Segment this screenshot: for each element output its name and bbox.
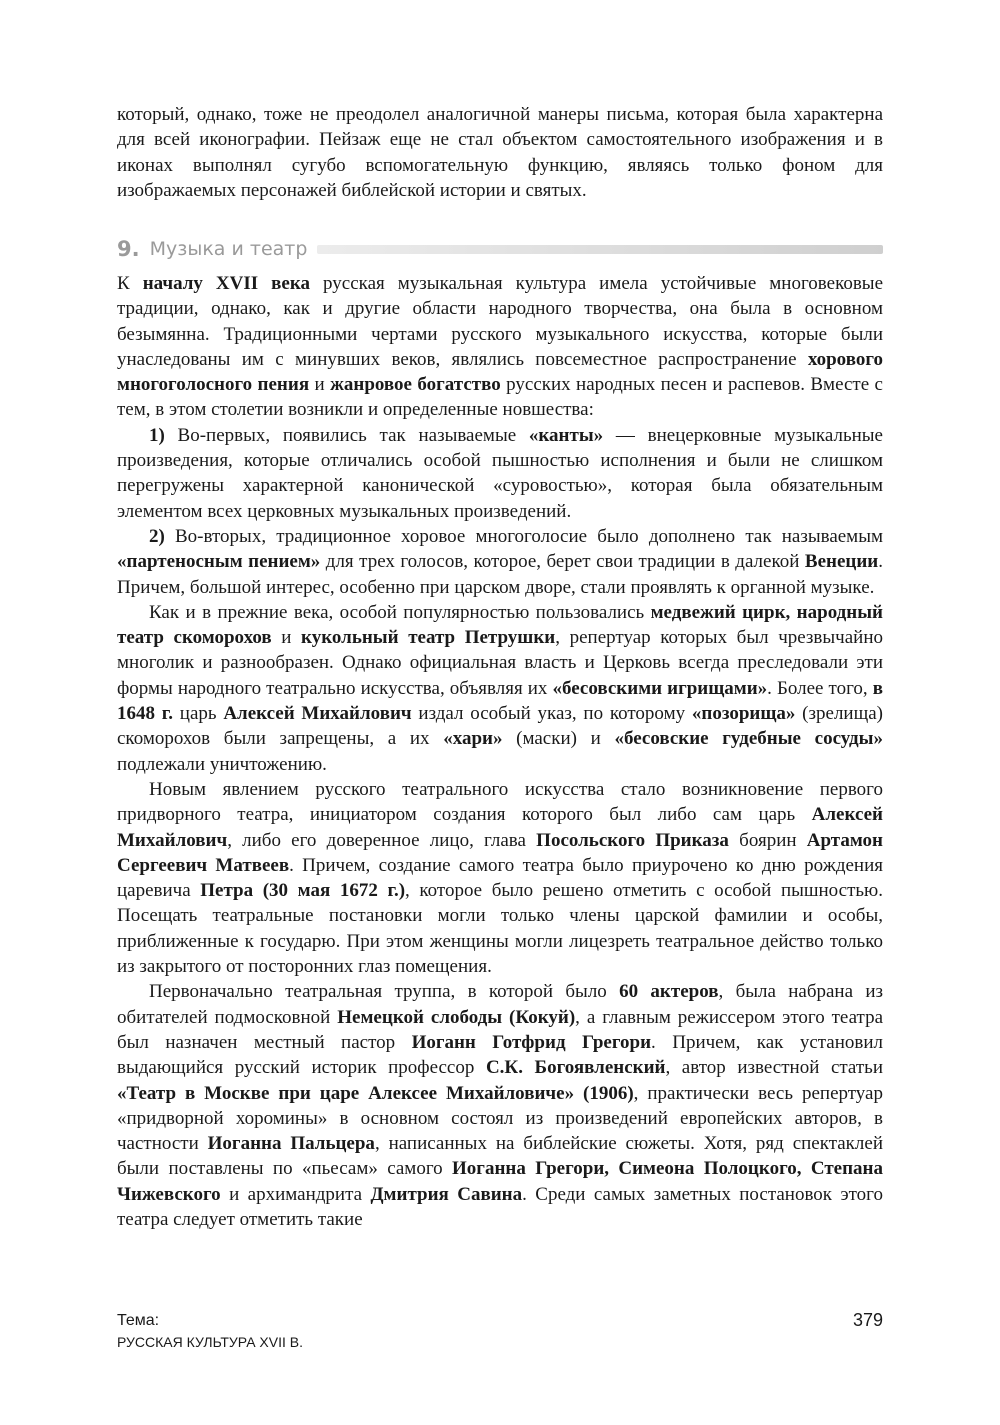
heading-rule: [317, 245, 883, 254]
text-run: царь: [173, 703, 224, 725]
text-run: , написанных на библейские сюжеты. Хотя, ряд спектаклей были поставлены по «пьесам» самого: [117, 1133, 883, 1180]
body-paragraph: [117, 271, 883, 423]
text-run: , а главным режиссером этого театра был назначен местный пастор: [117, 1006, 883, 1053]
section-title: Музыка и театр: [149, 238, 308, 260]
bold-term: в 1648 г.: [117, 677, 884, 725]
footer-label: Тема:: [117, 1312, 160, 1329]
bold-term: кукольный театр Петрушки: [301, 627, 556, 649]
text-run: . Более того,: [767, 677, 873, 699]
bold-term: Иоганна Грегори, Симеона Полоцкого, Степана Чижевского: [117, 1158, 883, 1205]
text-run: , репертуар которых был чрезвычайно многолик и разнообразен. Однако официальная власть и Церковь всегда преследовали эти формы народного театрально искусства, объявляя их: [117, 627, 883, 699]
text-run: Новым явлением русского театрального искусства стало возникновение первого придворного театра, инициатором создания которого был либо сам царь: [117, 778, 883, 826]
bold-term: Алексей Михайлович: [223, 703, 412, 725]
text-run: , была набрана из обитателей подмосковной: [117, 981, 884, 1028]
text-run: , автор известной статьи: [665, 1057, 883, 1079]
bold-term: Дмитрия Савина: [370, 1183, 523, 1205]
text-run: , которое было решено отметить с особой пышностью. Посещать театральные постановки могли только члены царской фамилии и особы, приближенные к государю. При этом женщины могли лицезреть театральное действо только из закрытого от посторонних глаз помещения.: [117, 880, 883, 978]
text-run: (зрелища) скоморохов были запрещены, а их: [117, 703, 883, 750]
text-run: Как и в прежние века, особой популярностью пользовались: [149, 601, 651, 623]
body-paragraph: [117, 600, 883, 777]
body-text: [117, 271, 883, 1232]
text-run: К: [117, 273, 143, 294]
bold-term: 60 актеров: [619, 981, 719, 1003]
text-run: и архимандрита: [220, 1183, 371, 1205]
text-run: и: [309, 374, 331, 396]
bold-term: Иоганн Готфрид Грегори: [411, 1031, 652, 1053]
text-run: . Среди самых заметных постановок этого театра следует отметить такие: [117, 1183, 883, 1230]
footer-topic: [117, 1310, 303, 1352]
bold-term: «канты»: [528, 424, 604, 446]
text-run: (маски) и: [502, 728, 615, 750]
bold-term: Алексей Михайлович: [117, 804, 883, 851]
footer-topic-name: РУССКАЯ КУЛЬТУРА XVII В.: [117, 1334, 303, 1350]
bold-term: хорового многоголосного пения: [117, 348, 883, 396]
text-run: Во-вторых, традиционное хоровое многоголосие было дополнено так называемым: [164, 525, 883, 547]
intro-block: [117, 102, 883, 203]
text-run: боярин: [728, 829, 807, 851]
bold-term: Петра (30 мая 1672 г.): [200, 880, 406, 902]
intro-paragraph: который, однако, тоже не преодолел аналогичной манеры письма, которая была характерна для всей иконографии. Пейзаж еще не стал объектом самостоятельного изображения и в иконах выполнял сугубо вспомогательную функцию, являясь только фоном для изображаемых персонажей библейской истории и святых.: [117, 104, 883, 201]
bold-term: «бесовские гудебные сосуды»: [614, 728, 884, 750]
text-run: для трех голосов, которое, берет свои традиции в далекой: [320, 551, 805, 573]
bold-term: Артамон Сергеевич Матвеев: [117, 829, 883, 876]
body-paragraph: [117, 423, 883, 524]
bold-term: «позорища»: [691, 703, 796, 725]
text-run: . Причем, как установил выдающийся русский историк профессор: [117, 1031, 884, 1079]
bold-term: началу XVII века: [142, 273, 311, 294]
text-run: подлежали уничтожению.: [117, 753, 327, 775]
bold-term: 2): [149, 525, 165, 547]
text-run: — внецерковные музыкальные произведения, которые отличались особой пышностью исполнения и были не слишком перегружены характерной канонической «суровостью», которая была обязательным элементом всех церковных музыкальных произведений.: [117, 424, 883, 522]
text-run: русских народных песен и распевов. Вместе с тем, в этом столетии возникли и определенные новшества:: [117, 374, 883, 421]
bold-term: жанровое богатство: [330, 374, 501, 396]
bold-term: Венеции: [804, 551, 879, 573]
text-run: . Причем, создание самого театра было приурочено ко дню рождения царевича: [117, 854, 883, 902]
body-paragraph: [117, 524, 883, 600]
bold-term: «хари»: [443, 728, 503, 750]
text-run: Во-первых, появились так называемые: [164, 424, 529, 446]
text-run: издал особый указ, по которому: [411, 703, 692, 725]
bold-term: 1): [149, 424, 165, 446]
text-run: русская музыкальная культура имела устойчивые многовековые традиции, однако, как и другие области народного творчества, она была в основном безымянна. Традиционными чертами русского музыкального искусства, которые были унаследованы им с минувших веков, являлись повсеместное распространение: [117, 273, 884, 370]
text-run: . Причем, большой интерес, особенно при царском дворе, стали проявлять к органной музыке.: [117, 551, 883, 598]
body-paragraph: [117, 777, 883, 979]
bold-term: Иоганна Пальцера: [207, 1133, 375, 1155]
text-run: и: [271, 627, 302, 649]
bold-term: медвежий цирк, народный театр скоморохов: [117, 601, 883, 649]
bold-term: Немецкой слободы (Кокуй): [337, 1006, 576, 1028]
bold-term: «бесовскими игрищами»: [552, 677, 768, 699]
section-number: 9.: [117, 237, 140, 261]
bold-term: «Театр в Москве при царе Алексее Михайловиче» (1906): [117, 1082, 634, 1104]
text-run: , либо его доверенное лицо, глава: [227, 829, 537, 851]
text-run: Первоначально театральная труппа, в которой было: [149, 981, 620, 1003]
bold-term: С.К. Богоявленский: [485, 1057, 666, 1079]
text-run: , практически весь репертуар «придворной хоромины» в основном состоял из произведений европейских авторов, в частности: [117, 1082, 883, 1155]
body-paragraph: [117, 979, 883, 1232]
bold-term: «партеносным пением»: [117, 551, 321, 573]
page-number: 379: [852, 1310, 883, 1330]
bold-term: Посольского Приказа: [536, 829, 729, 851]
section-heading: [117, 234, 883, 264]
